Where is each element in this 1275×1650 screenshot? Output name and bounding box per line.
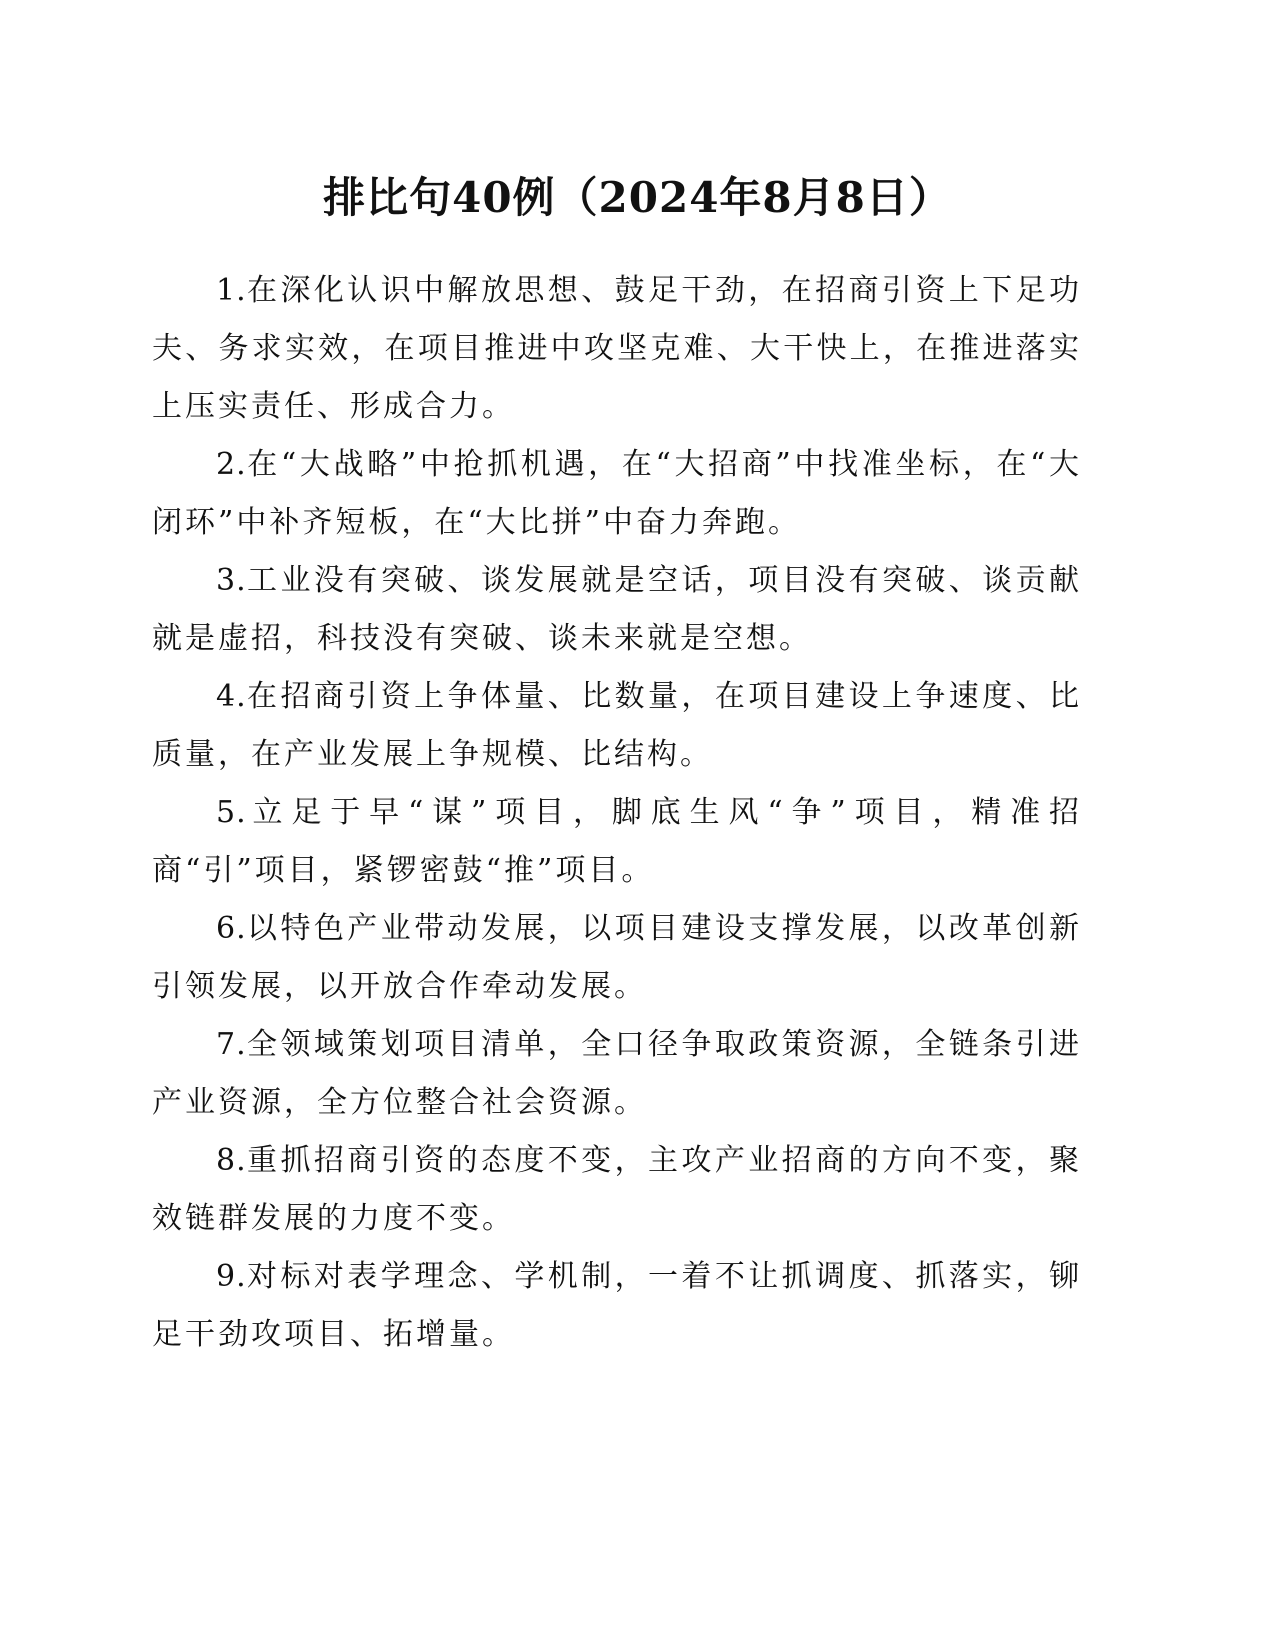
paragraph-text: 全领域策划项目清单，全口径争取政策资源，全链条引进产业资源，全方位整合社会资源。 <box>152 1027 1082 1120</box>
paragraph-7 <box>152 1016 1082 1132</box>
paragraph-number: 3. <box>216 563 247 598</box>
paragraph-1 <box>152 262 1082 436</box>
paragraph-number: 6. <box>216 911 247 946</box>
paragraph-text: 重抓招商引资的态度不变，主攻产业招商的方向不变，聚效链群发展的力度不变。 <box>152 1143 1082 1236</box>
document-body <box>152 262 1082 1364</box>
paragraph-2 <box>152 436 1082 552</box>
paragraph-text: 立足于早“谋”项目，脚底生风“争”项目，精准招商“引”项目，紧锣密鼓“推”项目。 <box>152 795 1082 888</box>
paragraph-5 <box>152 784 1082 900</box>
paragraph-6 <box>152 900 1082 1016</box>
document-title: 排比句40例（2024年8月8日） <box>323 173 952 222</box>
paragraph-number: 1. <box>216 273 247 308</box>
paragraph-number: 2. <box>216 447 247 482</box>
paragraph-text: 在深化认识中解放思想、鼓足干劲，在招商引资上下足功夫、务求实效，在项目推进中攻坚克难、大干快上，在推进落实上压实责任、形成合力。 <box>152 273 1082 424</box>
paragraph-3 <box>152 552 1082 668</box>
paragraph-number: 5. <box>216 795 247 830</box>
paragraph-text: 在招商引资上争体量、比数量，在项目建设上争速度、比质量，在产业发展上争规模、比结构。 <box>152 679 1082 772</box>
paragraph-text: 以特色产业带动发展，以项目建设支撑发展，以改革创新引领发展，以开放合作牵动发展。 <box>152 911 1082 1004</box>
paragraph-number: 7. <box>216 1027 247 1062</box>
paragraph-8 <box>152 1132 1082 1248</box>
paragraph-4 <box>152 668 1082 784</box>
paragraph-number: 9. <box>216 1259 247 1294</box>
paragraph-number: 4. <box>216 679 247 714</box>
paragraph-number: 8. <box>216 1143 247 1178</box>
paragraph-text: 工业没有突破、谈发展就是空话，项目没有突破、谈贡献就是虚招，科技没有突破、谈未来就是空想。 <box>152 563 1082 656</box>
paragraph-text: 在“大战略”中抢抓机遇，在“大招商”中找准坐标，在“大闭环”中补齐短板，在“大比拼”中奋力奔跑。 <box>152 447 1082 540</box>
paragraph-text: 对标对表学理念、学机制，一着不让抓调度、抓落实，铆足干劲攻项目、拓增量。 <box>152 1259 1082 1352</box>
paragraph-9 <box>152 1248 1082 1364</box>
